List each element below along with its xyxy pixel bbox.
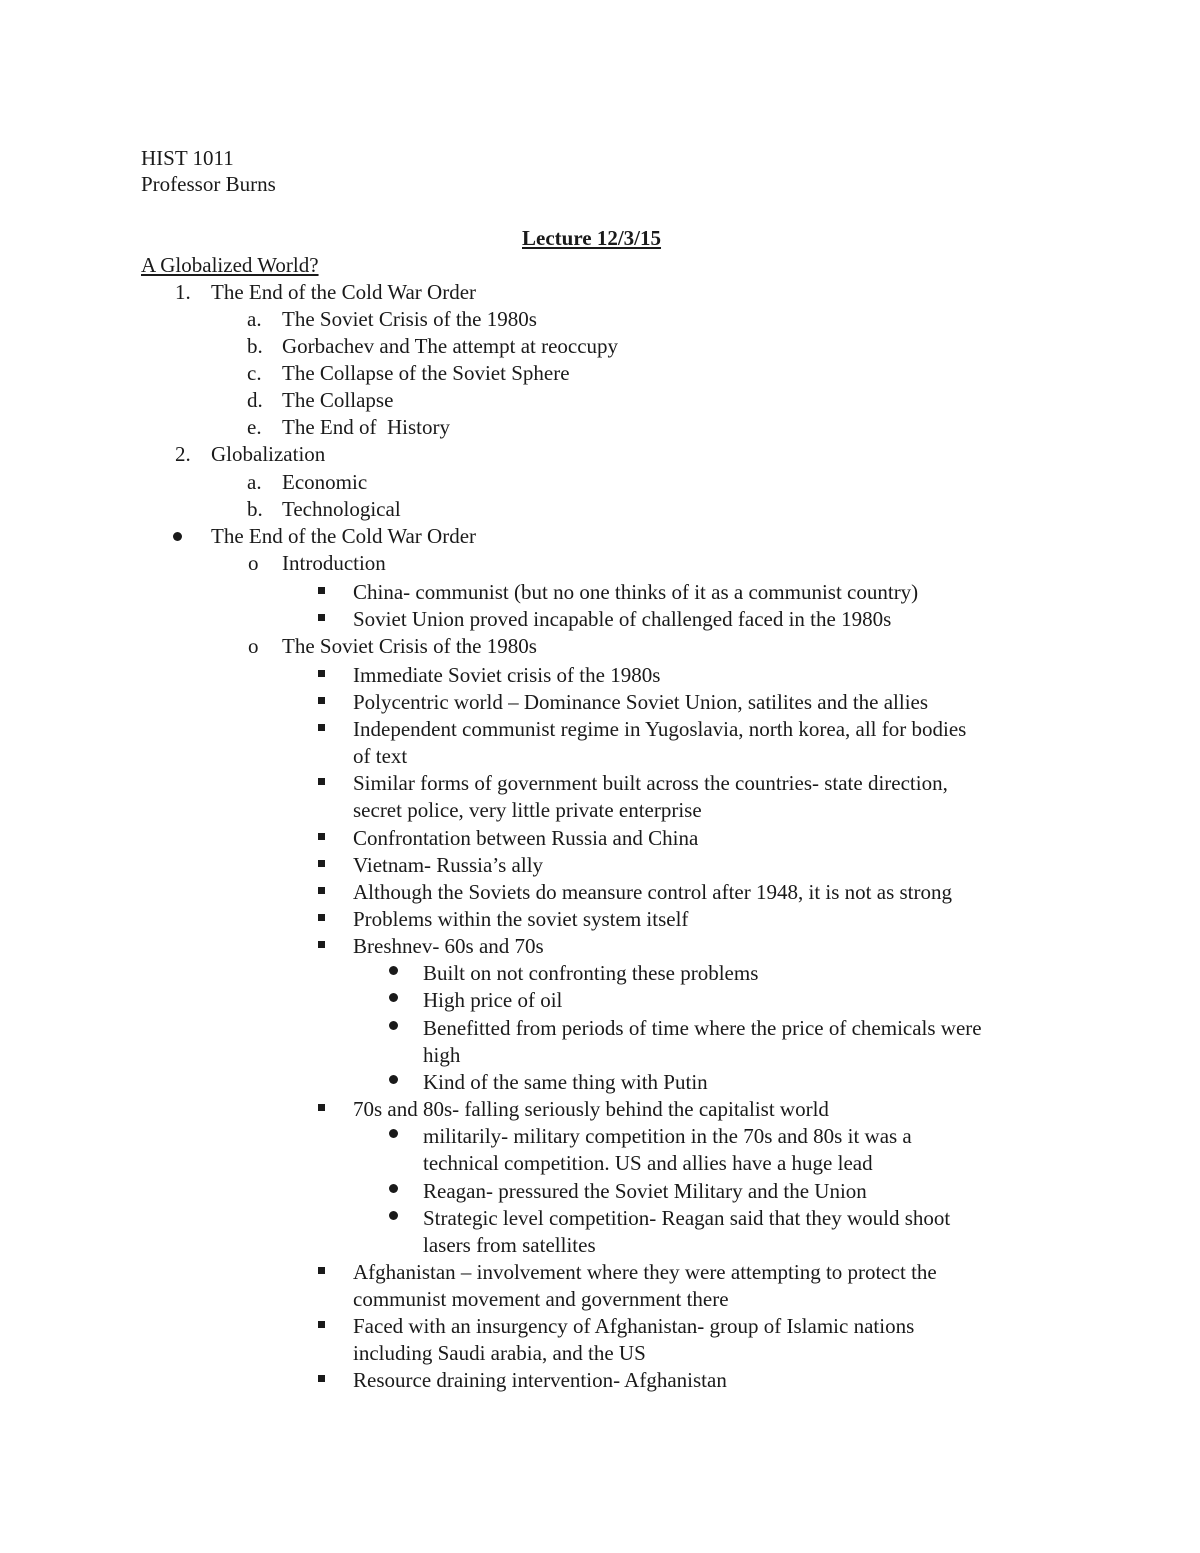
note-line: Soviet Union proved incapable of challenged faced in the 1980s [353,607,892,631]
outline-item: Technological [282,497,401,521]
course-code: HIST 1011 [141,146,234,170]
subsection-label: Introduction [282,551,386,575]
note-line: Breshnev- 60s and 70s [353,934,544,958]
note-line: China- communist (but no one thinks of it as a communist country) [353,580,919,604]
outline-marker: 1. [175,280,191,304]
note-line-cont: high [423,1043,461,1067]
note-line-cont: of text [353,744,408,768]
outline-item: The Collapse of the Soviet Sphere [282,361,570,385]
note-line: Reagan- pressured the Soviet Military and the Union [423,1179,867,1203]
bullet-disc [389,1129,398,1138]
outline-marker: c. [247,361,262,385]
note-line-cont: technical competition. US and allies have a huge lead [423,1151,873,1175]
bullet-square [318,724,325,731]
note-line: militarily- military competition in the 70s and 80s it was a [423,1124,912,1148]
note-line: Problems within the soviet system itself [353,907,689,931]
bullet-square [318,1321,325,1328]
note-line: Faced with an insurgency of Afghanistan- group of Islamic nations [353,1314,915,1338]
outline-marker: d. [247,388,263,412]
bullet-square [318,833,325,840]
note-line: Although the Soviets do meansure control after 1948, it is not as strong [353,880,952,904]
professor-name: Professor Burns [141,172,276,196]
bullet-square [318,860,325,867]
note-line: Confrontation between Russia and China [353,826,699,850]
bullet-square [318,914,325,921]
note-line-cont: communist movement and government there [353,1287,729,1311]
note-line: Strategic level competition- Reagan said that they would shoot [423,1206,951,1230]
outline-marker: a. [247,307,262,331]
outline-marker: 2. [175,442,191,466]
note-line: Kind of the same thing with Putin [423,1070,708,1094]
note-line: High price of oil [423,988,563,1012]
bullet-square [318,614,325,621]
outline-marker: b. [247,334,263,358]
outline-marker: e. [247,415,262,439]
note-line-cont: including Saudi arabia, and the US [353,1341,646,1365]
outline-item: Economic [282,470,368,494]
note-line: Vietnam- Russia’s ally [353,853,544,877]
outline-item: Gorbachev and The attempt at reoccupy [282,334,619,358]
note-line: Immediate Soviet crisis of the 1980s [353,663,661,687]
outline-item: The Soviet Crisis of the 1980s [282,307,537,331]
bullet-disc [389,1021,398,1030]
bullet-disc [389,993,398,1002]
subsection-label: The Soviet Crisis of the 1980s [282,634,537,658]
note-line: Polycentric world – Dominance Soviet Union, satilites and the allies [353,690,929,714]
bullet-square [318,778,325,785]
bullet-square [318,1104,325,1111]
bullet-disc [389,1211,398,1220]
outline-item: The End of the Cold War Order [211,280,477,304]
bullet-disc [389,966,398,975]
note-line: Afghanistan – involvement where they were attempting to protect the [353,1260,937,1284]
bullet-square [318,1267,325,1274]
page-title: Lecture 12/3/15 [522,226,662,250]
bullet-square [318,697,325,704]
bullet-square [318,670,325,677]
bullet-disc [173,532,182,541]
outline-item: Globalization [211,442,326,466]
note-line-cont: secret police, very little private enterprise [353,798,702,822]
section-heading: A Globalized World? [141,253,319,277]
bullet-square [318,1375,325,1382]
note-line: Built on not confronting these problems [423,961,759,985]
bullet-disc [389,1075,398,1084]
outline-item: The Collapse [282,388,394,412]
note-line: Resource draining intervention- Afghanistan [353,1368,727,1392]
note-line: Similar forms of government built across the countries- state direction, [353,771,948,795]
outline-marker: b. [247,497,263,521]
note-line-cont: lasers from satellites [423,1233,596,1257]
bullet-square [318,887,325,894]
bullet-square [318,587,325,594]
notes-heading: The End of the Cold War Order [211,524,477,548]
note-line: Independent communist regime in Yugoslavia, north korea, all for bodies [353,717,967,741]
bullet-square [318,941,325,948]
bullet-circle: o [248,551,259,575]
note-line: 70s and 80s- falling seriously behind the capitalist world [353,1097,829,1121]
note-line: Benefitted from periods of time where the price of chemicals were [423,1016,982,1040]
bullet-disc [389,1184,398,1193]
outline-marker: a. [247,470,262,494]
bullet-circle: o [248,634,259,658]
outline-item: The End of History [282,415,450,439]
